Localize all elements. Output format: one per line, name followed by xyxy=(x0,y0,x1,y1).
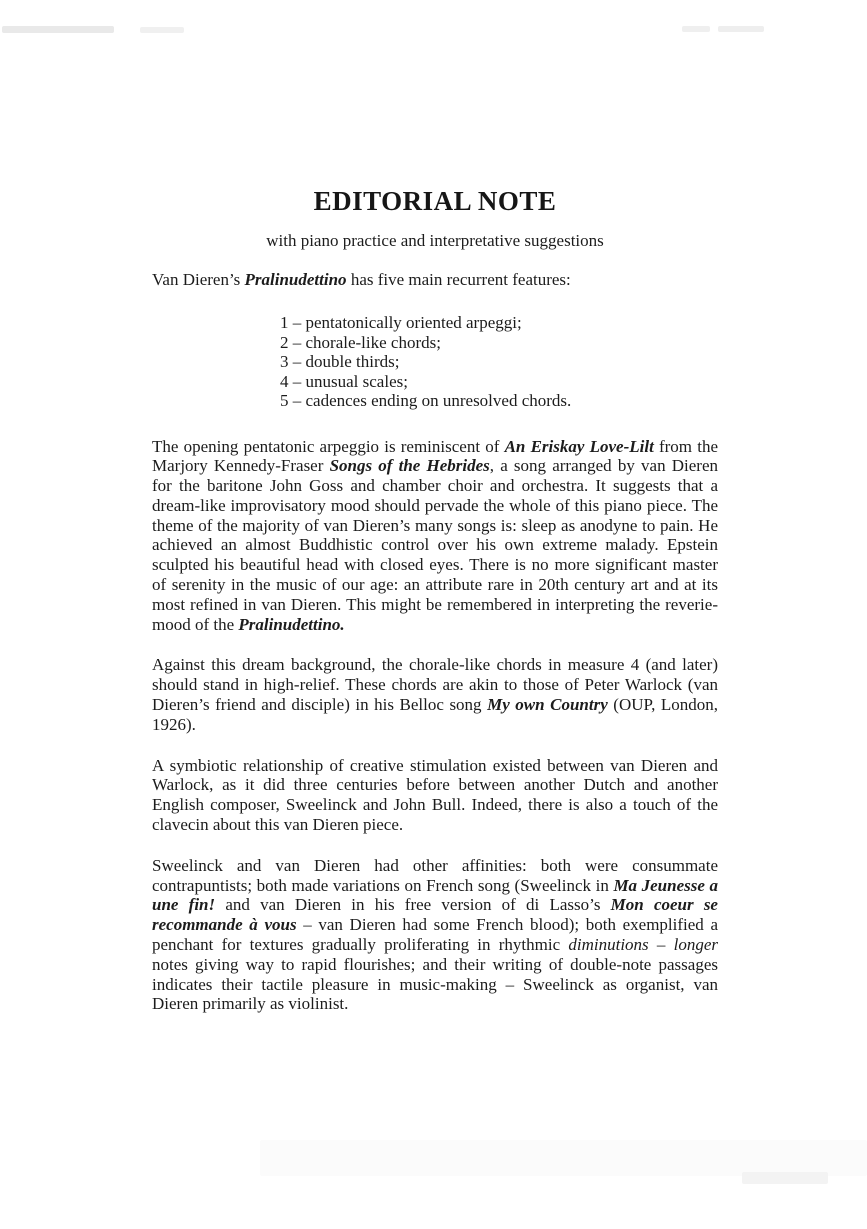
body-paragraph-4 xyxy=(152,856,718,1014)
text-run: (OUP, London, 1926). xyxy=(152,695,718,734)
scan-smudge-top-left xyxy=(2,26,114,33)
body-paragraph-3 xyxy=(152,756,718,835)
scan-band-bottom xyxy=(260,1140,867,1176)
scan-smudge-top-right-2 xyxy=(718,26,764,32)
text-run: The opening pentatonic arpeggio is reminiscent of xyxy=(152,436,505,456)
feature-item: 2 – chorale-like chords; xyxy=(280,332,441,352)
page-title: EDITORIAL NOTE xyxy=(313,186,557,216)
text-run: notes giving way to rapid flourishes; and their writing of double-note passages indicates their tactile pleasure in music-making – Sweelinck as organist, van Dieren primarily as violinist. xyxy=(152,954,718,1014)
editorial-note xyxy=(152,186,718,1035)
feature-item: 4 – unusual scales; xyxy=(280,371,408,391)
text-run: and van Dieren in his free version of di Lasso’s xyxy=(215,895,611,915)
text-run: – van Dieren had some French blood); both exemplified a penchant for textures gradually proliferating in rhythmic xyxy=(152,915,718,955)
scan-smudge-top-left-2 xyxy=(140,27,184,33)
text-run: My own Country xyxy=(487,695,608,715)
text-run: has five main recurrent features: xyxy=(346,270,571,289)
intro-paragraph xyxy=(152,270,718,290)
features-list xyxy=(280,313,718,411)
text-run: Songs of the Hebrides xyxy=(329,456,490,476)
body-paragraph-1 xyxy=(152,437,718,635)
subtitle: with piano practice and interpretative suggestions xyxy=(266,231,604,250)
text-run: Sweelinck and van Dieren had other affinities: both were consummate contrapuntists; both made variations on French song (Sweelinck in xyxy=(152,855,718,895)
text-run: A symbiotic relationship of creative stimulation existed between van Dieren and Warlock, as it did three centuries before between another Dutch and another English composer, Sweelinck and John Bull. Indeed, there is also a touch of the clavecin about this van Dieren piece. xyxy=(152,755,718,835)
text-run: Pralinudettino xyxy=(244,270,347,289)
text-run: Ma Jeunesse a une fin! xyxy=(152,875,718,915)
text-run: diminutions – longer xyxy=(568,935,719,955)
feature-item: 1 – pentatonically oriented arpeggi; xyxy=(280,313,522,332)
feature-item: 5 – cadences ending on unresolved chords. xyxy=(280,391,572,410)
scan-smudge-top-right xyxy=(682,26,710,32)
scan-smudge-bottom-right xyxy=(742,1172,828,1184)
text-run: An Eriskay Love-Lilt xyxy=(504,436,654,456)
text-run: Mon coeur se recommande à vous xyxy=(152,895,718,935)
text-run: Van Dieren’s xyxy=(152,270,245,289)
text-run: from the Marjory Kennedy-Fraser xyxy=(152,436,718,476)
body-paragraph-2 xyxy=(152,655,718,734)
text-run: Against this dream background, the chorale-like chords in measure 4 (and later) should stand in high-relief. These chords are akin to those of Peter Warlock (van Dieren’s friend and disciple) in his Belloc song xyxy=(152,655,718,715)
text-run: Pralinudettino. xyxy=(238,614,345,634)
text-run: , a song arranged by van Dieren for the baritone John Goss and chamber choir and orchestra. It suggests that a dream-like improvisatory mood should pervade the whole of this piano piece. The theme of the majority of van Dieren’s many songs is: sleep as anodyne to pain. He achieved an almost Buddhistic control over his own extreme malady. Epstein sculpted his beautiful head with closed eyes. There is no more significant master of serenity in the music of our age: an attribute rare in 20th century art and at its most refined in van Dieren. This might be remembered in interpreting the reverie-mood of the xyxy=(152,456,718,634)
feature-item: 3 – double thirds; xyxy=(280,352,400,371)
